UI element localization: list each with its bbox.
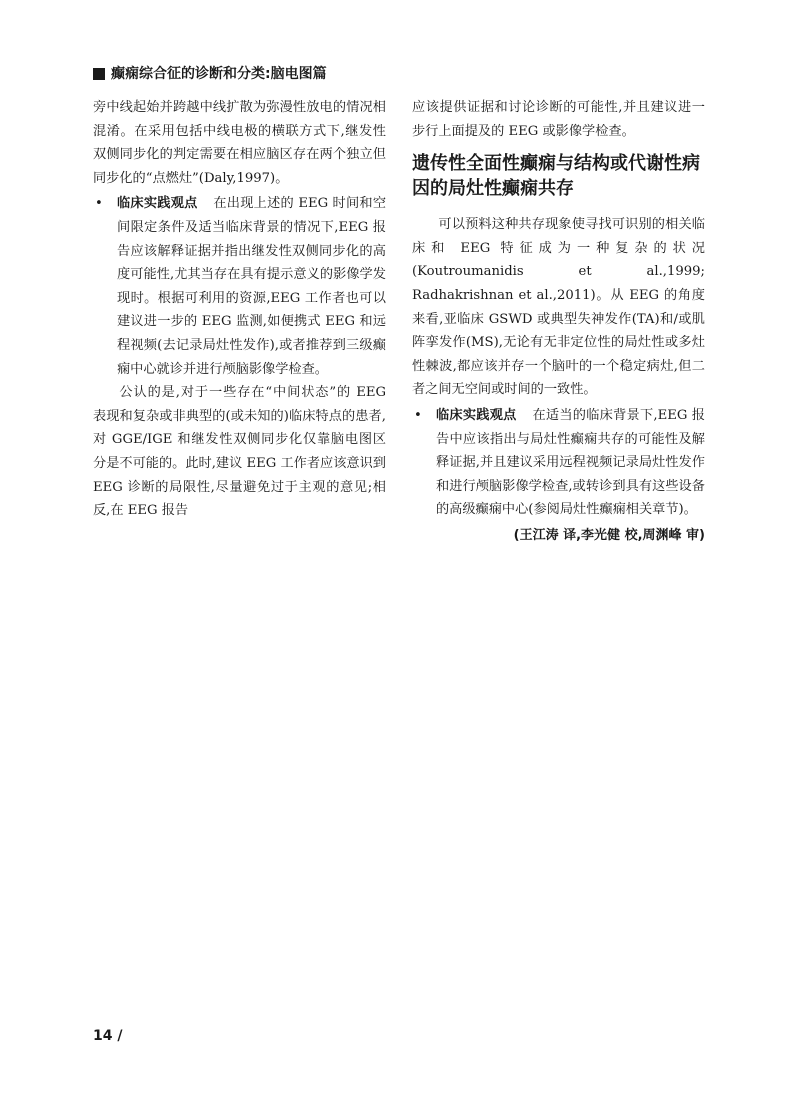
right-paragraph-2: 可以预料这种共存现象使寻找可识别的相关临床和 EEG 特征成为一种复杂的状况(Koutroumanidis et al.,1999; Radhakrishnan et al.,2011)。从 EEG 的角度来看,亚临床 GSWD 或典型失神发作(TA)和/或肌阵挛发作(MS),无论有无非定位性的局灶性或多灶性棘波,都应该并存一个脑叶的一个稳定病灶,但二者之间无空间或时间的一致性。	[412, 217, 705, 398]
black-square-icon	[93, 68, 105, 80]
clinical-point-text: 在出现上述的 EEG 时间和空间限定条件及适当临床背景的情况下,EEG 报告应该解释证据并指出继发性双侧同步化的高度可能性,尤其当存在具有提示意义的影像学发现时。根据可利用的资源,EEG 工作者也可以建议进一步的 EEG 监测,如便携式 EEG 和远程视频(去记录局灶性发作),或者推荐到三级癫痫中心就诊并进行颅脑影像学检查。	[117, 196, 387, 377]
right-clinical-point	[412, 404, 705, 522]
clinical-point-text: 在适当的临床背景下,EEG 报告中应该指出与局灶性癫痫共存的可能性及解释证据,并且建议采用远程视频记录局灶性发作和进行颅脑影像学检查,或转诊到具有这些设备的高级癫痫中心(参阅局灶性癫痫相关章节)。	[436, 407, 705, 518]
translator-credit: (王江涛 译,李光健 校,周渊峰 审)	[513, 527, 705, 543]
clinical-point-label: 临床实践观点	[117, 196, 198, 212]
right-paragraph-1: 应该提供证据和讨论诊断的可能性,并且建议进一步行上面提及的 EEG 或影像学检查。	[412, 100, 705, 139]
left-column	[93, 96, 386, 523]
right-column	[412, 96, 705, 548]
left-paragraph-2: 公认的是,对于一些存在“中间状态”的 EEG 表现和复杂或非典型的(或未知的)临床特点的患者,对 GGE/IGE 和继发性双侧同步化仅靠脑电图区分是不可能的。此时,建议 EEG 工作者应该意识到 EEG 诊断的局限性,尽量避免过于主观的意见;相反,在 EEG 报告	[93, 385, 386, 519]
left-paragraph-1: 旁中线起始并跨越中线扩散为弥漫性放电的情况相混淆。在采用包括中线电极的横联方式下,继发性双侧同步化的判定需要在相应脑区存在两个独立但同步化的“点燃灶”(Daly,1997)。	[93, 100, 386, 186]
page-number: 14 /	[93, 1028, 123, 1044]
left-clinical-point	[93, 192, 386, 381]
running-header	[93, 64, 713, 84]
bullet-dot-icon: •	[95, 196, 103, 212]
clinical-point-label: 临床实践观点	[436, 407, 517, 423]
bullet-dot-icon: •	[414, 407, 422, 423]
header-title: 癫痫综合征的诊断和分类:脑电图篇	[111, 66, 327, 82]
section-heading: 遗传性全面性癫痫与结构或代谢性病因的局灶性癫痫共存	[412, 153, 700, 200]
